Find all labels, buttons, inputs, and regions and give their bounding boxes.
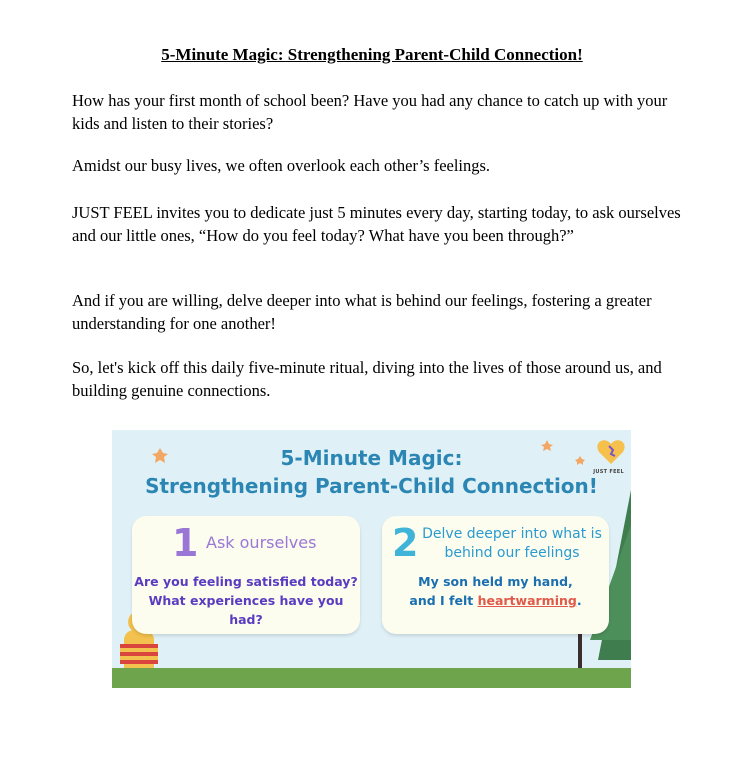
page-title: 5-Minute Magic: Strengthening Parent-Child Connection! — [161, 45, 583, 64]
card2-line2-prefix: and I felt — [409, 593, 478, 608]
card2-highlight: heartwarming — [477, 593, 577, 608]
card1-line1: Are you feeling satisfied today? — [134, 574, 358, 589]
paragraph-delve-deeper: And if you are willing, delve deeper into what is behind our feelings, fostering a greater understanding for one another! — [72, 291, 652, 333]
poster-ground — [112, 668, 631, 688]
poster-brand: JUST FEEL — [593, 469, 624, 475]
card1-body — [132, 572, 360, 629]
paragraph-invitation: JUST FEEL invites you to dedicate just 5 minutes every day, starting today, to ask ourselves and our little ones, “How do you feel today? What have you been through?” — [72, 203, 681, 245]
card-delve-deeper — [382, 516, 609, 634]
card2-body — [382, 572, 609, 610]
card-number-2: 2 — [392, 521, 419, 565]
card2-line1: My son held my hand, — [418, 574, 573, 589]
card2-heading: Delve deeper into what is behind our feelings — [422, 526, 602, 561]
card1-heading: Ask ourselves — [206, 533, 317, 552]
poster-title-line2: Strengthening Parent-Child Connection! — [145, 474, 598, 498]
card-ask-ourselves — [132, 516, 360, 634]
paragraph-busy-lives: Amidst our busy lives, we often overlook each other’s feelings. — [72, 156, 491, 175]
card2-line2 — [382, 591, 609, 610]
poster-image — [112, 430, 631, 688]
poster-title-line1: 5-Minute Magic: — [280, 446, 463, 470]
card2-line2-suffix: . — [576, 593, 582, 608]
card1-line2: What experiences have you had? — [148, 593, 344, 627]
card-number-1: 1 — [172, 521, 199, 565]
paragraph-kick-off: So, let's kick off this daily five-minute ritual, diving into the lives of those around us, and building genuine connections. — [72, 358, 662, 400]
paragraph-intro: How has your first month of school been? Have you had any chance to catch up with your kids and listen to their stories? — [72, 91, 668, 133]
